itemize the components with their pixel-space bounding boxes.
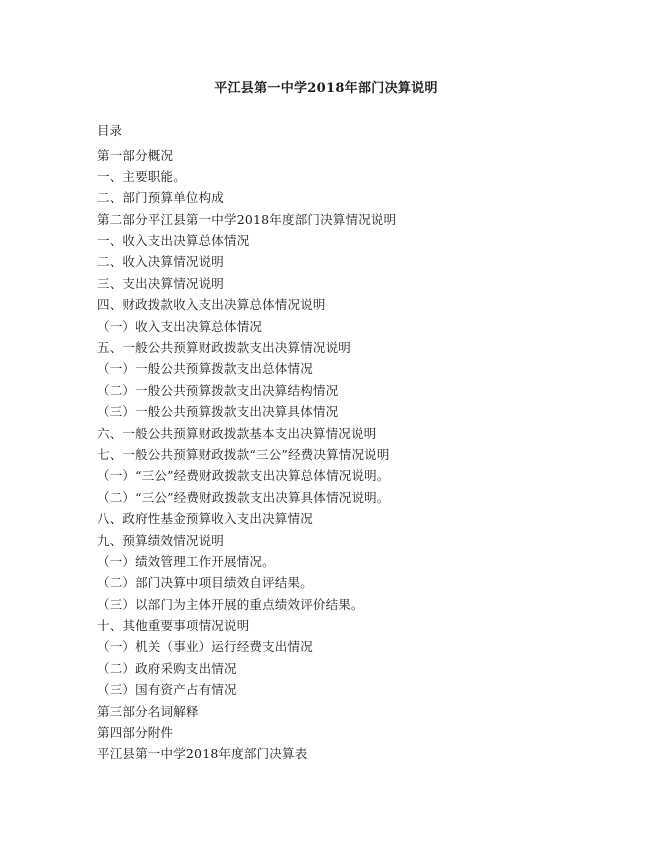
toc-item: 二、收入决算情况说明 xyxy=(97,254,225,270)
toc-item: （一）收入支出决算总体情况 xyxy=(97,318,263,334)
toc-item: 十、其他重要事项情况说明 xyxy=(97,618,250,634)
toc-item: （三）一般公共预算拨款支出决算具体情况 xyxy=(97,404,339,420)
toc-item: 第三部分名词解释 xyxy=(97,703,199,719)
toc-item: （二）“三公”经费财政拨款支出决算具体情况说明。 xyxy=(97,489,390,505)
toc-item: （一）机关（事业）运行经费支出情况 xyxy=(97,639,313,655)
toc-item: 二、部门预算单位构成 xyxy=(97,190,225,206)
toc-item: （一）一般公共预算拨款支出总体情况 xyxy=(97,361,313,377)
toc-item: 六、一般公共预算财政拨款基本支出决算情况说明 xyxy=(97,425,377,441)
toc-item: （一）绩效管理工作开展情况。 xyxy=(97,553,275,569)
toc-item: 第一部分概况 xyxy=(97,147,174,163)
toc-item: 三、支出决算情况说明 xyxy=(97,275,225,291)
toc-item: 八、政府性基金预算收入支出决算情况 xyxy=(97,511,313,527)
toc-item: 平江县第一中学2018年度部门决算表 xyxy=(97,746,308,762)
toc-item: （二）部门决算中项目绩效自评结果。 xyxy=(97,575,313,591)
toc-heading: 目录 xyxy=(97,123,123,138)
toc-item: 一、收入支出决算总体情况 xyxy=(97,233,250,249)
toc-item: 九、预算绩效情况说明 xyxy=(97,532,225,548)
toc-item: 四、财政拨款收入支出决算总体情况说明 xyxy=(97,297,326,313)
toc-item: 第二部分平江县第一中学2018年度部门决算情况说明 xyxy=(97,211,397,227)
toc-item: 一、主要职能。 xyxy=(97,168,186,184)
toc-item: 七、一般公共预算财政拨款“三公”经费决算情况说明 xyxy=(97,446,390,462)
toc-item: 第四部分附件 xyxy=(97,725,174,741)
toc-item: （二）一般公共预算拨款支出决算结构情况 xyxy=(97,382,339,398)
toc-item: （三）国有资产占有情况 xyxy=(97,682,237,698)
toc-list xyxy=(97,145,396,765)
toc-item: （二）政府采购支出情况 xyxy=(97,660,237,676)
toc-item: （一）“三公”经费财政拨款支出决算总体情况说明。 xyxy=(97,468,390,484)
toc-item: （三）以部门为主体开展的重点绩效评价结果。 xyxy=(97,596,364,612)
toc-item: 五、一般公共预算财政拨款支出决算情况说明 xyxy=(97,340,352,356)
document-title: 平江县第一中学2018年部门决算说明 xyxy=(214,81,438,96)
